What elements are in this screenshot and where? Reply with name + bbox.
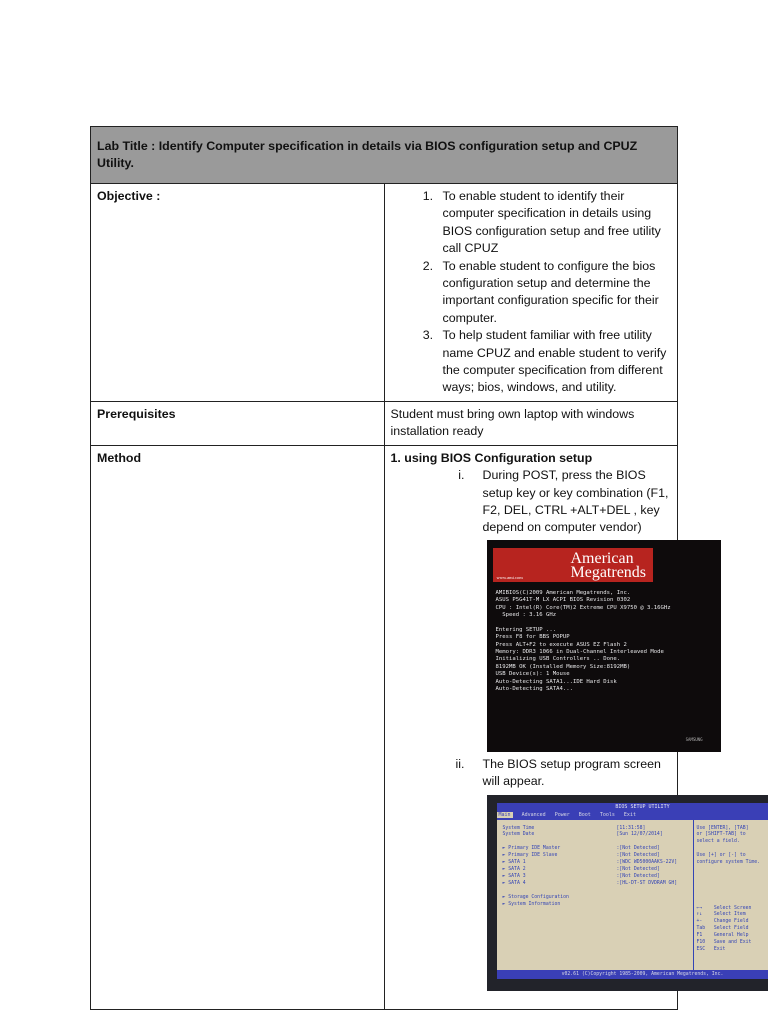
- post-messages: AMIBIOS(C)2009 American Megatrends, Inc. ASUS P5G41T-M LX ACPI BIOS Revision 0302 CPU : Intel(R) Core(TM)2 Extreme CPU X9750 @ 3.16GHz Speed : 3.16 GHz Entering SETUP ... Press F8 for BBS POPUP Press ALT+F2 to execute ASUS EZ Flash 2 Memory: DDR3 1066 in Dual-Channel Interleaved Mode Initializing USB Controllers .. Done. 8192MB OK (Installed Memory Size:8192MB) USB Device(s): 1 Mouse Auto-Detecting SATA1...IDE Hard Disk Auto-Detecting SATA4...: [495, 589, 671, 692]
- monitor-brand: SAMSUNG: [685, 737, 703, 743]
- step-text: The BIOS setup program screen will appear.: [482, 756, 661, 789]
- method-step: [391, 756, 672, 791]
- title-row: [91, 127, 678, 184]
- step-text: During POST, press the BIOS setup key or key combination (F1, F2, DEL, CTRL +ALT+DEL , key depend on computer vendor): [482, 468, 669, 535]
- lab-sheet: [90, 126, 761, 977]
- bios-settings-list: System Time System Date ► Primary IDE Master ► Primary IDE Slave ► SATA 1 ► SATA 2 ► SATA 3 ► SATA 4 ► Storage Configuration ► System Information: [502, 825, 569, 907]
- post-screen: [487, 540, 721, 752]
- ami-logo-text: American Megatrends: [570, 549, 647, 581]
- objective-list: [391, 188, 672, 397]
- lab-title: Lab Title : Identify Computer specification in details via BIOS configuration setup and CPUZ Utility.: [91, 127, 678, 184]
- bios-footer: v02.61 (C)Copyright 1985-2009, American Megatrends, Inc.: [497, 970, 768, 979]
- prerequisites-label: Prerequisites: [91, 401, 385, 445]
- bios-settings-values: [11:31:58] [Sun 12/07/2014] :[Not Detected] :[Not Detected] :[WDC WD5000AAKS-22V] :[Not Detected] :[Not Detected] :[HL-DT-ST DVDRAM GH]: [616, 825, 678, 886]
- bios-key-legend: ←→ Select Screen ↑↓ Select Item +- Change Field Tab Select Field F1 General Help F10 Save and Exit ESC Exit: [696, 905, 752, 952]
- prerequisites-text: Student must bring own laptop with windows installation ready: [384, 401, 678, 445]
- method-label: Method: [91, 445, 385, 1009]
- objective-item: 1. To enable student to identify their computer specification in details using BIOS configuration setup and free utility call CPUZ: [437, 188, 672, 258]
- bios-title: BIOS SETUP UTILITY: [497, 803, 768, 811]
- method-content: [384, 445, 761, 1009]
- bios-menubar: [497, 811, 768, 820]
- ami-logo-url: www.ami.com: [496, 574, 523, 580]
- lab-table: [90, 126, 761, 1010]
- post-screenshot: [487, 540, 703, 752]
- method-row: [91, 445, 678, 1009]
- method-step: [391, 467, 672, 537]
- step-number: ii.: [455, 756, 465, 771]
- method-heading: 1. using BIOS Configuration setup: [390, 450, 593, 465]
- bios-menu-main: Main: [498, 811, 511, 818]
- bios-screen: [487, 795, 768, 991]
- bios-main-panel: [497, 820, 768, 970]
- bios-help-text: Use [ENTER], [TAB] or [SHIFT-TAB] to select a field. Use [+] or [-] to configure system Time.: [696, 825, 761, 866]
- bios-menu-items: Advanced Power Boot Tools Exit: [512, 811, 636, 818]
- objective-row: [91, 184, 678, 402]
- bios-divider: [693, 820, 694, 970]
- objective-item: 2. To enable student to configure the bios configuration setup and determine the important configuration specific for their computer.: [437, 258, 672, 328]
- prerequisites-row: [91, 401, 678, 445]
- objective-label: Objective :: [91, 184, 385, 402]
- step-number: i.: [458, 468, 465, 483]
- objective-content: [384, 184, 678, 402]
- bios-screenshot: [487, 795, 761, 991]
- objective-item: 3. To help student familiar with free utility name CPUZ and enable student to verify the computer specification from different ways; bios, windows, and utility.: [437, 327, 672, 397]
